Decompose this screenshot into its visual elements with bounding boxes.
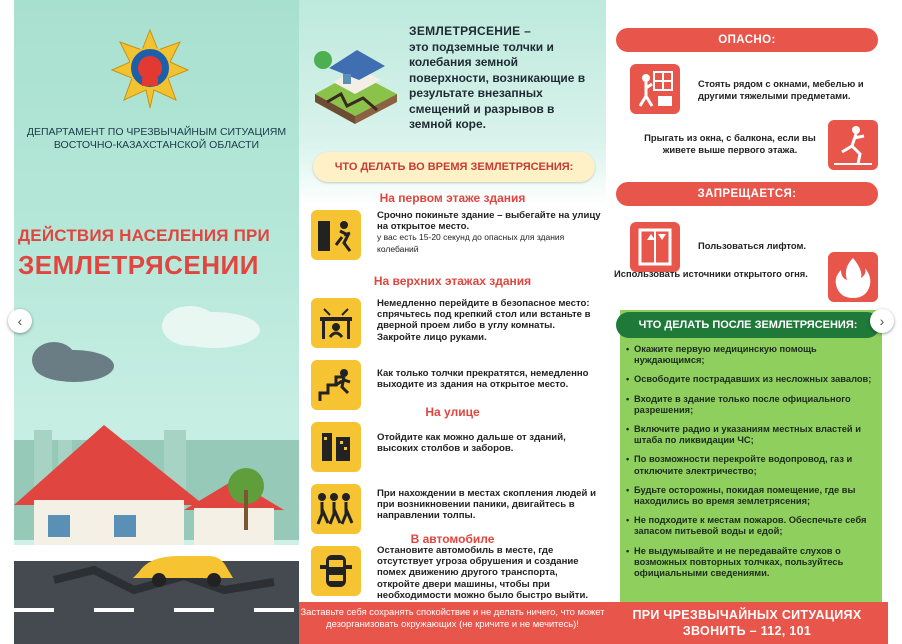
definition: [409, 24, 599, 133]
after-shocks-text: Как только толчки прекратятся, немедленно выходите из здания на открытое место.: [377, 368, 589, 391]
warnings-panel: [606, 0, 888, 644]
forbidden-banner: ЗАПРЕЩАЕТСЯ:: [616, 182, 878, 206]
emergency-phone-numbers: ЗВОНИТЬ – 112, 101: [682, 624, 812, 638]
emergency-call-banner: [606, 602, 888, 644]
what-to-do-banner: ЧТО ДЕЛАТЬ ВО ВРЕМЯ ЗЕМЛЕТРЯСЕНИЯ:: [313, 152, 595, 182]
list-item: • Не подходите к местам пожаров. Обеспечьте себя запасом питьевой воды и едой;: [626, 515, 876, 537]
building-warning-icon: [311, 422, 361, 472]
instruction-upper-floors: [311, 298, 601, 350]
department-line-1: ДЕПАРТАМЕНТ ПО ЧРЕЗВЫЧАЙНЫМ СИТУАЦИЯМ: [26, 126, 287, 138]
crowd-text: При нахождении в местах скопления людей и при возникновении паники, двигайтесь в направлении толпы.: [377, 488, 596, 522]
instruction-car: [311, 545, 601, 601]
list-item: • Включите радио и указаниям местных властей и штаба по ликвидации ЧС;: [626, 424, 876, 446]
subheading-car: В автомобиле: [410, 532, 495, 546]
first-floor-note: у вас есть 15-20 секунд до опасных для здания колебаний: [377, 232, 565, 254]
department-name: [14, 126, 299, 152]
emergency-call-line-1: ПРИ ЧРЕЗВЫЧАЙНЫХ СИТУАЦИЯХ: [632, 608, 862, 622]
danger-item-windows: Стоять рядом с окнами, мебелью и другими тяжелыми предметами.: [698, 78, 864, 101]
emergency-emblem-icon: [110, 28, 190, 108]
earthquake-house-illustration: [14, 290, 299, 644]
definition-term: ЗЕМЛЕТРЯСЕНИЕ –: [409, 24, 532, 38]
carousel-next-button[interactable]: [870, 309, 894, 333]
chevron-left-icon: ‹: [17, 313, 23, 329]
chevron-right-icon: ›: [879, 313, 885, 329]
carousel-prev-button[interactable]: [8, 309, 32, 333]
list-item: • Не выдумывайте и не передавайте слухов о возможных повторных толчках, пользуйтесь официальными сведениями.: [626, 546, 876, 580]
danger-banner: ОПАСНО:: [616, 28, 878, 52]
definition-text: это подземные толчки и колебания земной поверхности, возникающие в результате внезапных смещений и разрывов в земной коре.: [409, 39, 586, 131]
cracked-house-icon: [307, 24, 403, 128]
list-item: • По возможности перекройте водопровод, газ и отключите электричество;: [626, 454, 876, 476]
instruction-street: [311, 422, 601, 474]
after-earthquake-banner: ЧТО ДЕЛАТЬ ПОСЛЕ ЗЕМЛЕТРЯСЕНИЯ:: [616, 312, 880, 338]
first-floor-text: Срочно покиньте здание – выбегайте на улицу на открытое место.: [377, 210, 601, 233]
after-earthquake-list: [626, 344, 876, 587]
subheading-street: На улице: [425, 405, 480, 419]
street-text: Отойдите как можно дальше от зданий, высоких столбов и заборов.: [377, 432, 566, 455]
forbidden-item-fire: Использовать источники открытого огня.: [614, 268, 808, 279]
fire-icon: [828, 252, 878, 302]
crowd-running-icon: [311, 484, 361, 534]
subheading-first-floor: На первом этаже здания: [379, 191, 526, 205]
brochure-image: [14, 0, 888, 644]
list-item: • Будьте осторожны, покидая помещение, где вы находились во время землетрясения;: [626, 485, 876, 507]
instruction-crowd: [311, 484, 601, 536]
exit-stairs-icon: [311, 360, 361, 410]
forbidden-item-elevator: Пользоваться лифтом.: [698, 240, 807, 251]
car-text: Остановите автомобиль в месте, где отсутствует угроза обрушения и создание помех движению другого транспорта, откройте двери машины, чтобы при необходимости можно было быстро выйти.: [377, 545, 589, 601]
jumping-person-icon: [828, 120, 878, 170]
calm-notice: Заставьте себя сохранять спокойствие и не делать ничего, что может дезорганизовать окружающих (не кричите и не мечитесь)!: [299, 602, 606, 644]
hide-under-table-icon: [311, 298, 361, 348]
danger-item-jumping: Прыгать из окна, с балкона, если вы живете выше первого этажа.: [644, 132, 816, 155]
list-item: • Освободите пострадавших из несложных завалов;: [626, 374, 876, 385]
running-out-of-building-icon: [311, 210, 361, 260]
instruction-first-floor: [311, 210, 601, 262]
department-line-2: ВОСТОЧНО-КАЗАХСТАНСКОЙ ОБЛАСТИ: [53, 139, 260, 151]
cover-panel: [14, 0, 299, 644]
list-item: • Окажите первую медицинскую помощь нуждающимся;: [626, 344, 876, 366]
upper-floors-text: Немедленно перейдите в безопасное место: спрячьтесь под крепкий стол или встаньте в дверной проем либо в углу комнаты. Закройте лицо руками.: [377, 298, 591, 343]
main-title-line-2: ЗЕМЛЕТРЯСЕНИИ: [18, 250, 259, 280]
main-title-line-1: ДЕЙСТВИЯ НАСЕЛЕНИЯ ПРИ: [18, 226, 270, 245]
subheading-upper-floors: На верхних этажах здания: [373, 274, 532, 288]
during-earthquake-panel: [299, 0, 606, 644]
car-icon: [311, 546, 361, 596]
list-item: • Входите в здание только после официального разрешения;: [626, 394, 876, 416]
